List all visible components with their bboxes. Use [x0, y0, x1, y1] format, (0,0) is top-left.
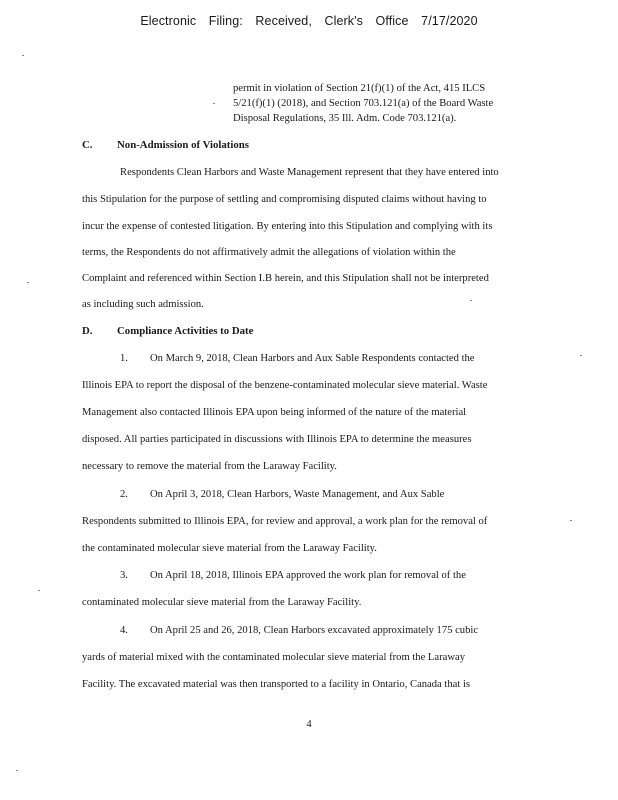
text-line: 5/21(f)(1) (2018), and Section 703.121(a) of the Board Waste — [233, 98, 494, 109]
filing-stamp-header: Electronic Filing: Received, Clerk's Office 7/17/2020 — [140, 14, 478, 28]
continued-paragraph — [233, 81, 533, 126]
list-item-3-line: 3. On April 18, 2018, Illinois EPA approved the work plan for removal of the — [120, 570, 466, 581]
section-c-heading — [82, 139, 249, 151]
list-item-4-line: 4. On April 25 and 26, 2018, Clean Harbors excavated approximately 175 cubic — [120, 625, 479, 636]
section-title: Non-Admission of Violations — [117, 139, 249, 151]
text-line: Complaint and referenced within Section I.B herein, and this Stipulation shall not be interpreted — [82, 273, 489, 284]
text-line: incur the expense of contested litigation. By entering into this Stipulation and complying with its — [82, 221, 493, 232]
scan-speck — [470, 300, 472, 301]
item-number: 1. — [120, 353, 128, 364]
item-number: 2. — [120, 489, 128, 500]
scan-speck — [38, 590, 40, 591]
text-line: Respondents submitted to Illinois EPA, for review and approval, a work plan for the removal of — [82, 516, 488, 527]
scan-speck — [580, 355, 582, 356]
text-line: the contaminated molecular sieve material from the Laraway Facility. — [82, 543, 377, 554]
scan-speck — [213, 103, 215, 104]
section-d-heading — [82, 325, 253, 337]
scan-speck — [570, 520, 572, 521]
text-line: Disposal Regulations, 35 Ill. Adm. Code 703.121(a). — [233, 113, 457, 124]
text-line: Facility. The excavated material was then transported to a facility in Ontario, Canada that is — [82, 679, 471, 690]
text-line: Respondents Clean Harbors and Waste Management represent that they have entered into — [120, 167, 499, 178]
list-item-2-line: 2. On April 3, 2018, Clean Harbors, Waste Management, and Aux Sable — [120, 489, 445, 500]
scan-speck — [27, 282, 29, 283]
item-number: 4. — [120, 625, 128, 636]
text-line: this Stipulation for the purpose of settling and compromising disputed claims without having to — [82, 194, 487, 205]
text-line: yards of material mixed with the contaminated molecular sieve material from the Laraway — [82, 652, 465, 663]
text-line: permit in violation of Section 21(f)(1) of the Act, 415 ILCS — [233, 83, 486, 94]
scan-speck — [16, 770, 18, 771]
text-line: as including such admission. — [82, 299, 204, 310]
page-number: 4 — [306, 719, 312, 730]
text-line: Management also contacted Illinois EPA upon being informed of the nature of the material — [82, 407, 467, 418]
scan-speck — [22, 55, 24, 56]
list-item-1-line: 1. On March 9, 2018, Clean Harbors and Aux Sable Respondents contacted the — [120, 353, 475, 364]
text-line: disposed. All parties participated in discussions with Illinois EPA to determine the measures — [82, 434, 472, 445]
text-line: contaminated molecular sieve material from the Laraway Facility. — [82, 597, 362, 608]
text-line: terms, the Respondents do not affirmatively admit the allegations of violation within the — [82, 247, 456, 258]
section-letter: C. — [82, 139, 93, 151]
item-number: 3. — [120, 570, 128, 581]
section-letter: D. — [82, 325, 93, 337]
text-line: Illinois EPA to report the disposal of the benzene-contaminated molecular sieve material. Waste — [82, 380, 488, 391]
text-line: necessary to remove the material from the Laraway Facility. — [82, 461, 337, 472]
section-title: Compliance Activities to Date — [117, 325, 254, 337]
